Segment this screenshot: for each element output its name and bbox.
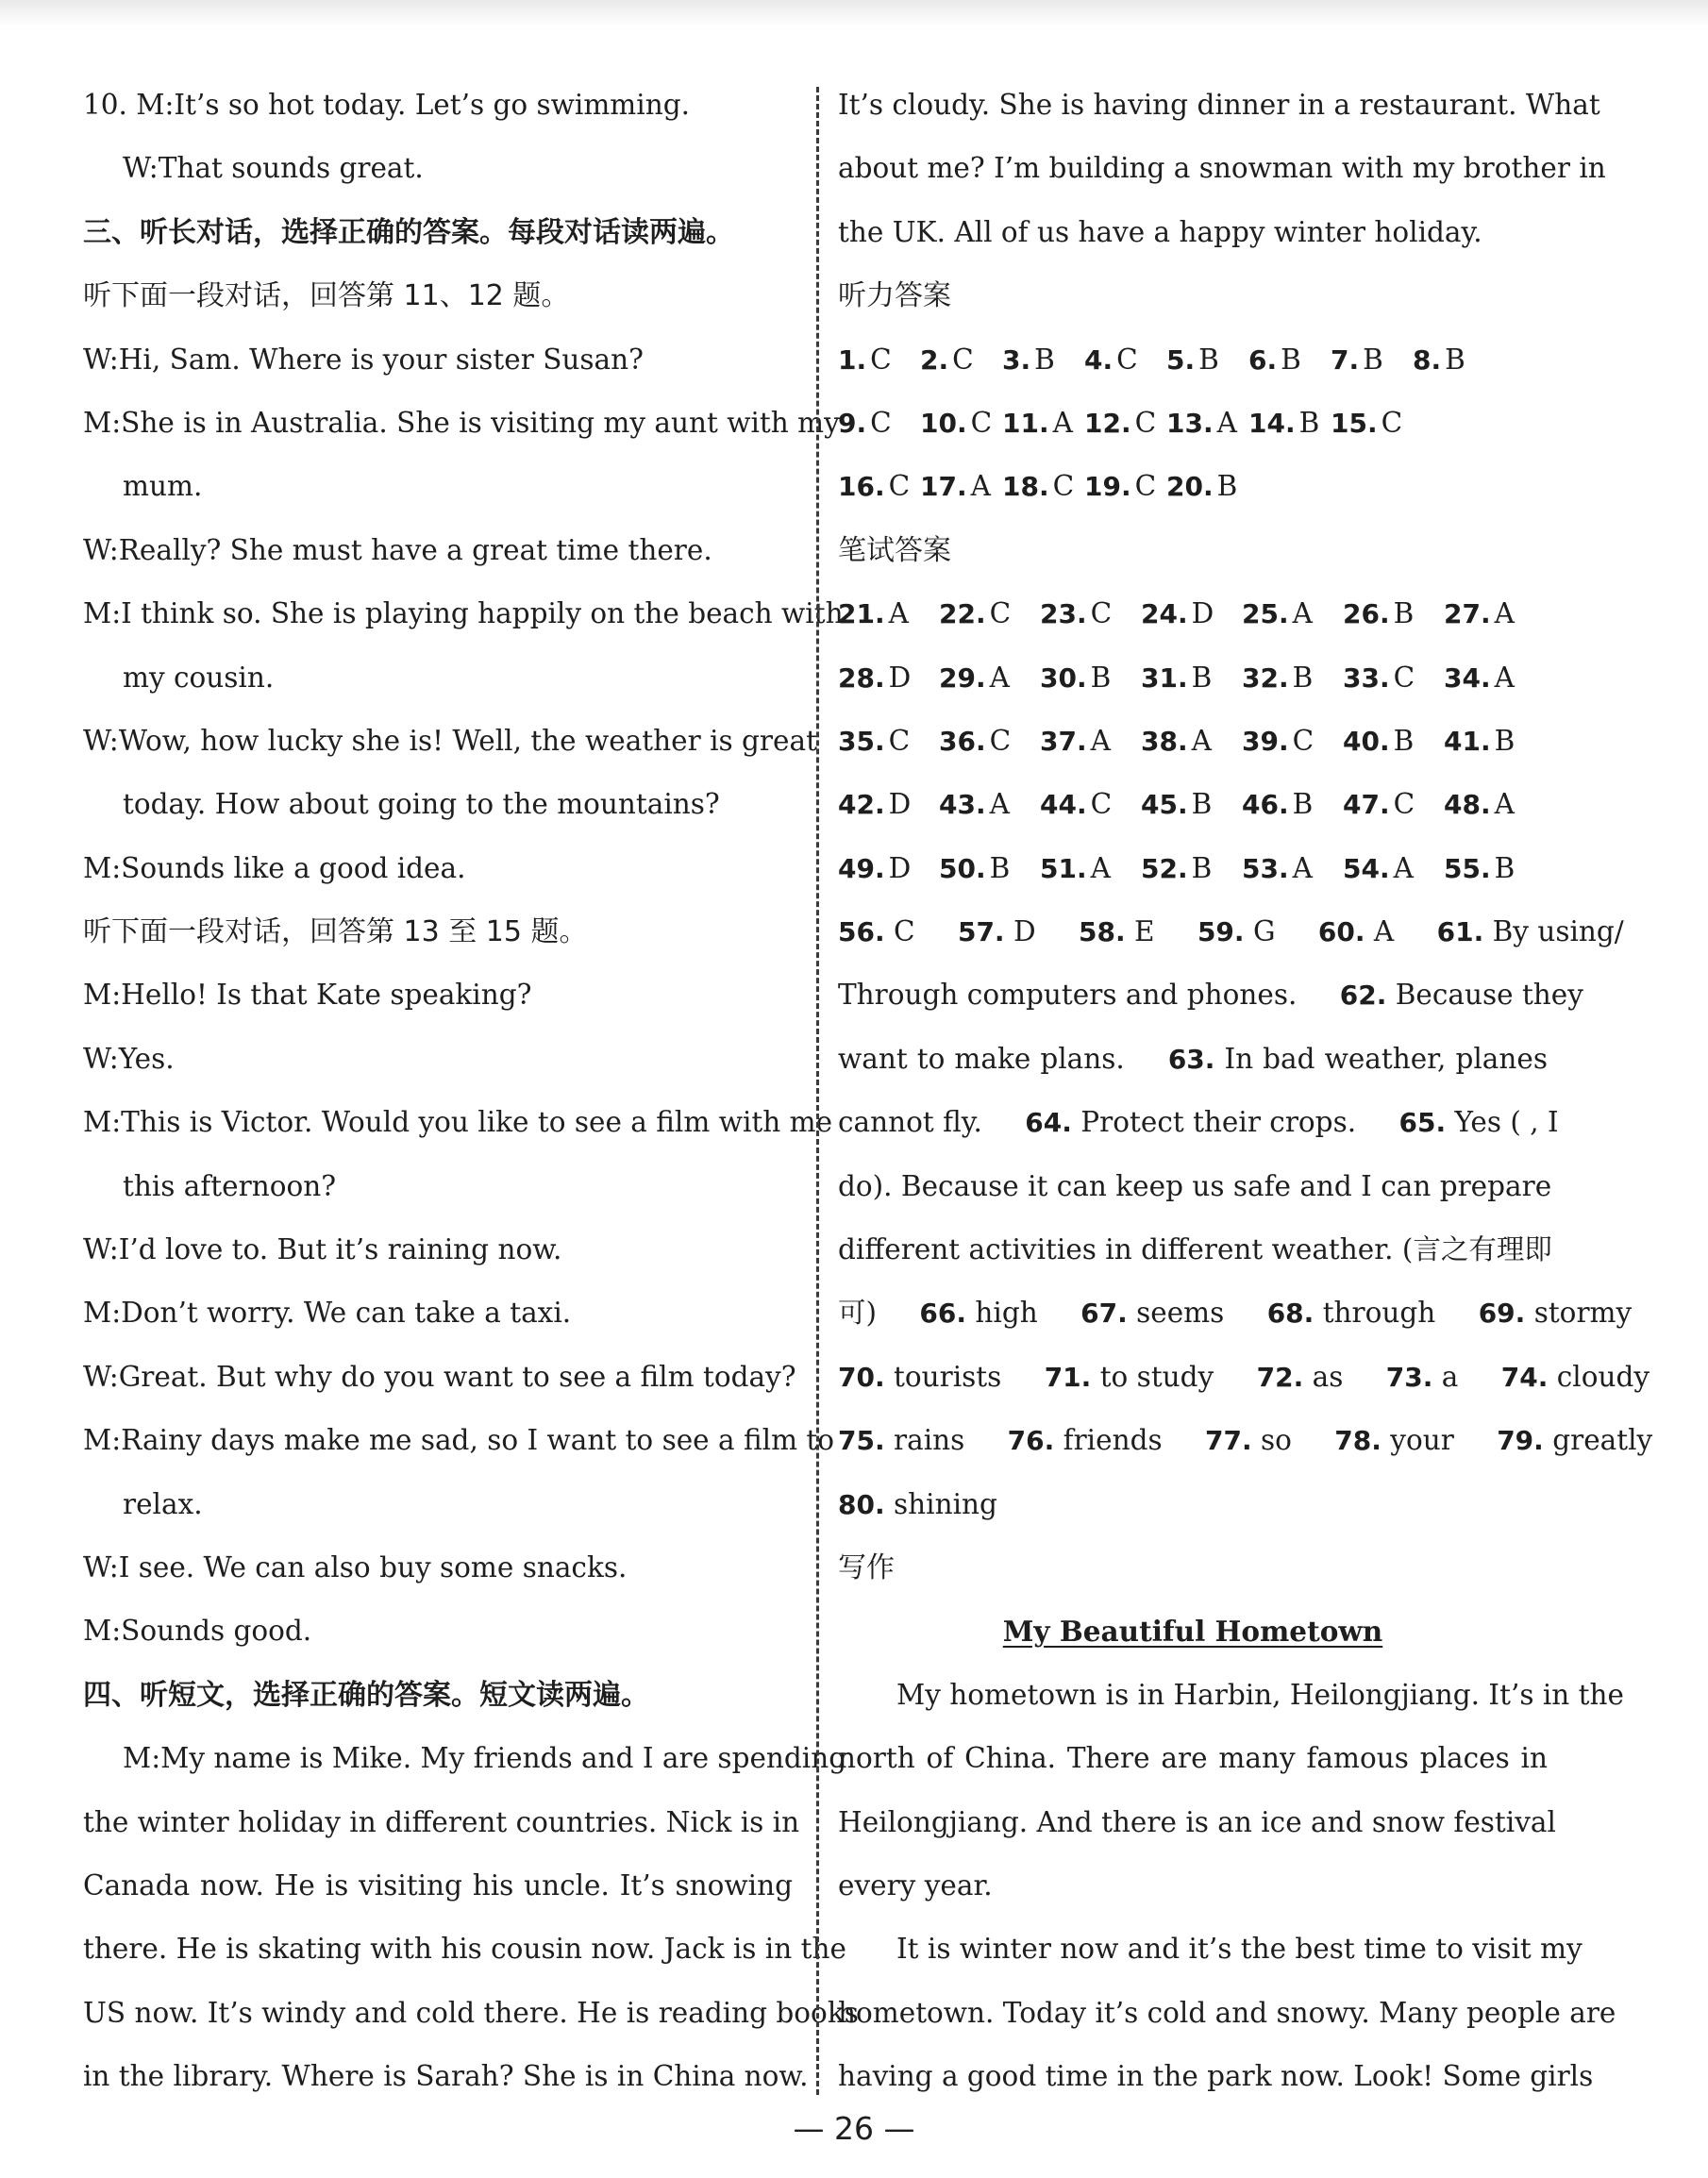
essay-line: Heilongjiang. And there is an ice and snow festival <box>838 1805 1556 1838</box>
answer-value: A <box>1090 851 1111 884</box>
answer-row <box>838 328 1548 392</box>
question-number: 22. <box>939 598 986 630</box>
answer-item <box>1141 582 1242 645</box>
answer-value: A <box>989 661 1010 694</box>
answer-row <box>838 582 1548 645</box>
answer-item <box>1166 455 1248 518</box>
question-number: 7. <box>1331 343 1360 376</box>
written-answers-heading: 笔试答案 <box>838 533 951 567</box>
question-number: 51. <box>1040 852 1087 884</box>
answer-value: C <box>1090 788 1113 821</box>
answer-value: Yes ( , I <box>1454 1106 1559 1139</box>
question-number: 43. <box>939 789 986 821</box>
section3-heading: 三、听长对话，选择正确的答案。每段对话读两遍。 <box>83 215 734 249</box>
answer-item <box>838 455 920 518</box>
answer-value: 可) <box>838 1297 878 1330</box>
question-number: 20. <box>1166 471 1214 503</box>
answer-value: C <box>888 724 911 757</box>
question-number: 39. <box>1242 725 1289 757</box>
question-number: 2. <box>920 343 949 376</box>
answer-item <box>1343 773 1444 836</box>
answer-value: do). Because it can keep us safe and I can prepare <box>838 1169 1552 1202</box>
answer-item <box>1331 328 1413 392</box>
answer-value: rains <box>894 1424 965 1457</box>
column-divider <box>816 87 819 2095</box>
question-number: 32. <box>1242 662 1289 694</box>
answer-value: A <box>1494 661 1515 694</box>
dialogue-line: M:Sounds like a good idea. <box>83 851 466 884</box>
answer-value: C <box>989 597 1012 630</box>
question-number: 54. <box>1343 852 1390 884</box>
question-number: 68. <box>1266 1298 1314 1330</box>
dialogue-line: M:Sounds good. <box>83 1615 312 1648</box>
question-number: 26. <box>1343 598 1390 630</box>
question-number: 37. <box>1040 725 1087 757</box>
q10-speaker1-line: 10. M:It’s so hot today. Let’s go swimming. <box>83 89 690 121</box>
passage-line: about me? I’m building a snowman with my brother in <box>838 152 1606 185</box>
question-number: 33. <box>1343 662 1390 694</box>
dialogue-line: M:This is Victor. Would you like to see a film with me <box>83 1106 833 1139</box>
answer-item <box>1166 328 1248 392</box>
passage-line: M:My name is Mike. My friends and I are spending <box>123 1742 847 1775</box>
left-column <box>83 74 859 2109</box>
question-number: 60. <box>1317 916 1365 948</box>
answer-value: B <box>1191 851 1213 884</box>
essay-line: My hometown is in Harbin, Heilongjiang. It’s in the <box>896 1678 1624 1711</box>
question-number: 45. <box>1141 789 1188 821</box>
answer-value: shining <box>894 1487 997 1520</box>
answer-value: C <box>952 343 974 376</box>
essay-line: hometown. Today it’s cold and snowy. Many people are <box>838 1996 1616 2029</box>
answer-value: B <box>1292 661 1314 694</box>
answer-value: C <box>989 724 1012 757</box>
answer-value: greatly <box>1552 1424 1653 1457</box>
question-number: 8. <box>1413 343 1442 376</box>
question-number: 73. <box>1385 1361 1433 1393</box>
answer-value: A <box>888 597 909 630</box>
answer-item <box>1141 710 1242 773</box>
answer-value: D <box>1013 915 1036 948</box>
answer-value: D <box>888 661 912 694</box>
dialogue1-intro: 听下面一段对话，回答第 11、12 题。 <box>83 279 570 313</box>
dialogue-line: mum. <box>123 470 203 503</box>
answer-item <box>1242 710 1343 773</box>
passage-line: Canada now. He is visiting his uncle. It’s snowing <box>83 1868 793 1902</box>
question-number: 18. <box>1002 471 1049 503</box>
question-number: 63. <box>1167 1043 1215 1075</box>
question-number: 79. <box>1497 1425 1544 1457</box>
question-number: 78. <box>1334 1425 1381 1457</box>
answer-value: B <box>1298 406 1320 439</box>
answer-value: D <box>888 788 912 821</box>
answer-item <box>1248 328 1331 392</box>
open-answer-line <box>838 1282 1633 1345</box>
answer-value: A <box>970 470 991 503</box>
answer-value: through <box>1322 1297 1436 1330</box>
question-number: 16. <box>838 471 885 503</box>
answer-row <box>838 455 1548 518</box>
question-number: 47. <box>1343 789 1390 821</box>
answer-item <box>1242 837 1343 900</box>
answer-value: tourists <box>894 1360 1002 1393</box>
question-number: 4. <box>1084 343 1114 376</box>
answer-item <box>1444 646 1545 710</box>
answer-value: C <box>894 915 915 948</box>
answer-value: a <box>1441 1360 1459 1393</box>
question-number: 3. <box>1002 343 1031 376</box>
answer-value: D <box>888 851 912 884</box>
essay-line: It is winter now and it’s the best time to visit my <box>896 1933 1582 1966</box>
question-number: 28. <box>838 662 885 694</box>
answer-item <box>1084 455 1166 518</box>
answer-item <box>1084 392 1166 455</box>
answer-row <box>838 773 1548 836</box>
question-number: 80. <box>838 1488 885 1520</box>
answer-value: as <box>1312 1360 1344 1393</box>
answer-value: A <box>1292 851 1313 884</box>
answer-item <box>1444 582 1545 645</box>
answer-item <box>1040 773 1141 836</box>
answer-value: C <box>1292 724 1314 757</box>
answer-item <box>1166 392 1248 455</box>
question-number: 1. <box>838 343 867 376</box>
question-number: 69. <box>1478 1298 1526 1330</box>
question-number: 72. <box>1256 1361 1304 1393</box>
question-number: 21. <box>838 598 885 630</box>
question-number: 61. <box>1436 916 1484 948</box>
answer-item <box>1002 455 1084 518</box>
answer-value: cannot fly. <box>838 1106 982 1139</box>
answer-value: C <box>870 406 892 439</box>
question-number: 11. <box>1002 407 1049 439</box>
answer-value: C <box>1052 470 1075 503</box>
question-number: 64. <box>1025 1107 1072 1139</box>
answer-value: B <box>1292 788 1314 821</box>
question-number: 38. <box>1141 725 1188 757</box>
question-number: 30. <box>1040 662 1087 694</box>
answer-value: A <box>1052 406 1073 439</box>
question-number: 49. <box>838 852 885 884</box>
answer-item <box>939 773 1040 836</box>
answer-item <box>920 328 1002 392</box>
question-number: 41. <box>1444 725 1491 757</box>
answer-value: Because they <box>1395 979 1583 1012</box>
answer-item <box>1141 837 1242 900</box>
answer-item <box>1141 773 1242 836</box>
question-number: 23. <box>1040 598 1087 630</box>
answer-item <box>1242 773 1343 836</box>
question-number: 29. <box>939 662 986 694</box>
answer-value: B <box>1393 724 1415 757</box>
answer-item <box>1331 392 1413 455</box>
answer-value: B <box>1191 788 1213 821</box>
essay-line: every year. <box>838 1868 993 1902</box>
question-number: 53. <box>1242 852 1289 884</box>
answer-row <box>838 837 1548 900</box>
question-number: 66. <box>919 1298 967 1330</box>
answer-value: A <box>1216 406 1237 439</box>
answer-row <box>838 710 1548 773</box>
answer-item <box>1084 328 1166 392</box>
answer-value: B <box>1281 343 1301 376</box>
dialogue-line: today. How about going to the mountains? <box>123 788 720 821</box>
answer-item <box>920 455 1002 518</box>
question-number: 46. <box>1242 789 1289 821</box>
answer-value: B <box>1216 470 1238 503</box>
dialogue-line: M:Rainy days make me sad, so I want to see a film to <box>83 1424 835 1457</box>
answer-item <box>1040 710 1141 773</box>
answer-value: B <box>1445 343 1465 376</box>
written-answers <box>838 582 1548 900</box>
writing-heading: 写作 <box>838 1550 895 1584</box>
answer-value: B <box>1090 661 1112 694</box>
question-number: 6. <box>1248 343 1278 376</box>
answer-value: want to make plans. <box>838 1042 1125 1075</box>
answer-item <box>1248 392 1331 455</box>
answer-item <box>1444 773 1545 836</box>
question-number: 34. <box>1444 662 1491 694</box>
dialogue-line: M:She is in Australia. She is visiting my aunt with my <box>83 406 840 439</box>
essay-title: My Beautiful Hometown <box>1002 1615 1383 1649</box>
question-number: 65. <box>1398 1107 1447 1139</box>
question-number: 24. <box>1141 598 1188 630</box>
open-answer-line <box>838 1155 1552 1218</box>
answer-value: C <box>1393 788 1415 821</box>
dialogue-line: W:Really? She must have a great time there. <box>83 533 712 566</box>
answer-value: A <box>1373 915 1395 948</box>
dialogue-line: M:I think so. She is playing happily on the beach with <box>83 597 844 630</box>
question-number: 35. <box>838 725 885 757</box>
answer-value: B <box>1494 724 1515 757</box>
answer-value: friends <box>1063 1424 1163 1457</box>
question-number: 27. <box>1444 598 1491 630</box>
dialogue-line: M:Hello! Is that Kate speaking? <box>83 979 532 1012</box>
question-number: 44. <box>1040 789 1087 821</box>
passage-line: in the library. Where is Sarah? She is in China now. <box>83 2060 809 2093</box>
question-number: 9. <box>838 407 867 439</box>
question-number: 55. <box>1444 852 1491 884</box>
answer-item <box>920 392 1002 455</box>
question-number: 56. <box>838 916 885 948</box>
question-number: 76. <box>1007 1425 1055 1457</box>
open-answer-line <box>838 1218 1552 1282</box>
question-number: 15. <box>1331 407 1378 439</box>
question-number: 58. <box>1079 916 1126 948</box>
answer-value: A <box>1494 597 1515 630</box>
answer-item <box>838 392 920 455</box>
dialogue-line: W:Hi, Sam. Where is your sister Susan? <box>83 343 644 376</box>
question-number: 42. <box>838 789 885 821</box>
answer-value: In bad weather, planes <box>1224 1042 1548 1075</box>
answer-value: By using/ <box>1492 915 1624 948</box>
section4-heading: 四、听短文，选择正确的答案。短文读两遍。 <box>83 1678 649 1712</box>
answer-item <box>838 710 939 773</box>
question-number: 40. <box>1343 725 1390 757</box>
answer-item <box>1343 582 1444 645</box>
answer-item <box>1444 710 1545 773</box>
answer-item <box>1444 837 1545 900</box>
answer-value: different activities in different weather. (言之有理即 <box>838 1233 1552 1266</box>
passage-line: the winter holiday in different countries. Nick is in <box>83 1805 800 1838</box>
answer-value: C <box>1090 597 1113 630</box>
answer-value: your <box>1390 1424 1454 1457</box>
question-number: 52. <box>1141 852 1188 884</box>
answer-item <box>1141 646 1242 710</box>
answer-item <box>939 837 1040 900</box>
answer-value: Protect their crops. <box>1080 1106 1357 1139</box>
answer-item <box>838 773 939 836</box>
listening-answers-heading: 听力答案 <box>838 279 951 313</box>
open-answers <box>838 900 1653 1536</box>
question-number: 48. <box>1444 789 1491 821</box>
answer-item <box>838 646 939 710</box>
answer-value: to study <box>1099 1360 1214 1393</box>
open-answer-line <box>838 1091 1559 1154</box>
answer-row <box>838 392 1548 455</box>
dialogue2-intro: 听下面一段对话，回答第 13 至 15 题。 <box>83 915 588 949</box>
answer-item <box>1040 582 1141 645</box>
dialogue-line: this afternoon? <box>123 1169 337 1202</box>
question-number: 10. <box>920 407 967 439</box>
answer-value: seems <box>1136 1297 1225 1330</box>
answer-value: A <box>1292 597 1313 630</box>
dialogue-line: W:Wow, how lucky she is! Well, the weather is great <box>83 724 817 757</box>
answer-item <box>1002 328 1084 392</box>
answer-item <box>838 582 939 645</box>
answer-item <box>1343 837 1444 900</box>
question-number: 62. <box>1339 980 1387 1012</box>
answer-item <box>1413 328 1495 392</box>
answer-value: B <box>1191 661 1213 694</box>
answer-value: A <box>1090 724 1111 757</box>
answer-value: G <box>1252 915 1276 948</box>
answer-item <box>1343 710 1444 773</box>
question-number: 50. <box>939 852 986 884</box>
passage-line: US now. It’s windy and cold there. He is reading books <box>83 1996 859 2029</box>
answer-item <box>838 328 920 392</box>
dialogue-line: my cousin. <box>123 661 275 694</box>
answer-value: stormy <box>1533 1297 1633 1330</box>
answer-value: C <box>1134 470 1157 503</box>
answer-item <box>1040 646 1141 710</box>
answer-value: B <box>1034 343 1055 376</box>
question-number: 70. <box>838 1361 885 1393</box>
answer-item <box>1040 837 1141 900</box>
question-number: 57. <box>957 916 1005 948</box>
page-number: — 26 — <box>793 2110 915 2147</box>
answer-value: A <box>1191 724 1212 757</box>
answer-item <box>939 646 1040 710</box>
answer-item <box>939 582 1040 645</box>
page-top-shadow <box>0 0 1708 26</box>
answer-value: B <box>1393 597 1415 630</box>
answer-value: B <box>1363 343 1383 376</box>
answer-value: A <box>1494 788 1515 821</box>
answer-value: C <box>1393 661 1415 694</box>
question-number: 5. <box>1166 343 1196 376</box>
answer-value: B <box>1198 343 1219 376</box>
question-number: 25. <box>1242 598 1289 630</box>
question-number: 59. <box>1197 916 1245 948</box>
question-number: 71. <box>1044 1361 1092 1393</box>
answer-value: C <box>1116 343 1138 376</box>
open-answer-line <box>838 1473 1548 1536</box>
answer-item <box>1242 582 1343 645</box>
answer-value: A <box>989 788 1010 821</box>
dialogue-line: W:Yes. <box>83 1042 175 1075</box>
dialogue-line: relax. <box>123 1487 203 1520</box>
answer-value: high <box>975 1297 1038 1330</box>
answer-item <box>1002 392 1084 455</box>
question-number: 19. <box>1084 471 1131 503</box>
passage-line: there. He is skating with his cousin now. Jack is in the <box>83 1933 846 1966</box>
dialogue-line: W:I’d love to. But it’s raining now. <box>83 1233 562 1266</box>
passage-line: the UK. All of us have a happy winter holiday. <box>838 215 1482 248</box>
answer-value: C <box>1381 406 1403 439</box>
essay-line: having a good time in the park now. Look! Some girls <box>838 2060 1594 2093</box>
open-answer-line <box>838 963 1583 1027</box>
question-number: 75. <box>838 1425 885 1457</box>
passage-line: It’s cloudy. She is having dinner in a restaurant. What <box>838 89 1600 121</box>
open-answer-line <box>838 1409 1653 1472</box>
dialogue-line: M:Don’t worry. We can take a taxi. <box>83 1297 572 1330</box>
answer-value: A <box>1393 851 1414 884</box>
question-number: 13. <box>1166 407 1214 439</box>
question-number: 36. <box>939 725 986 757</box>
answer-value: B <box>989 851 1011 884</box>
question-number: 67. <box>1080 1298 1128 1330</box>
essay-line: north of China. There are many famous places in <box>838 1742 1548 1775</box>
answer-item <box>939 710 1040 773</box>
listening-answers <box>838 328 1548 519</box>
answer-value: cloudy <box>1556 1360 1650 1393</box>
question-number: 17. <box>920 471 967 503</box>
dialogue-line: W:I see. We can also buy some snacks. <box>83 1550 628 1583</box>
answer-value: D <box>1191 597 1214 630</box>
answer-value: E <box>1134 915 1155 948</box>
open-answer-line <box>838 1346 1650 1409</box>
answer-value: so <box>1260 1424 1292 1457</box>
right-column <box>838 74 1653 2109</box>
answer-value: C <box>870 343 892 376</box>
question-number: 14. <box>1248 407 1296 439</box>
answer-value: C <box>970 406 993 439</box>
answer-item <box>838 837 939 900</box>
open-answer-line <box>838 900 1624 963</box>
answer-value: C <box>1134 406 1157 439</box>
answer-row <box>838 646 1548 710</box>
dialogue-line: W:Great. But why do you want to see a film today? <box>83 1360 796 1393</box>
q10-speaker2-line: W:That sounds great. <box>123 152 424 185</box>
question-number: 12. <box>1084 407 1131 439</box>
answer-value: C <box>888 470 911 503</box>
question-number: 74. <box>1500 1361 1549 1393</box>
open-answer-line <box>838 1028 1548 1091</box>
answer-value: B <box>1494 851 1515 884</box>
answer-value: Through computers and phones. <box>838 979 1298 1012</box>
answer-item <box>1343 646 1444 710</box>
question-number: 77. <box>1204 1425 1252 1457</box>
answer-item <box>1242 646 1343 710</box>
question-number: 31. <box>1141 662 1188 694</box>
